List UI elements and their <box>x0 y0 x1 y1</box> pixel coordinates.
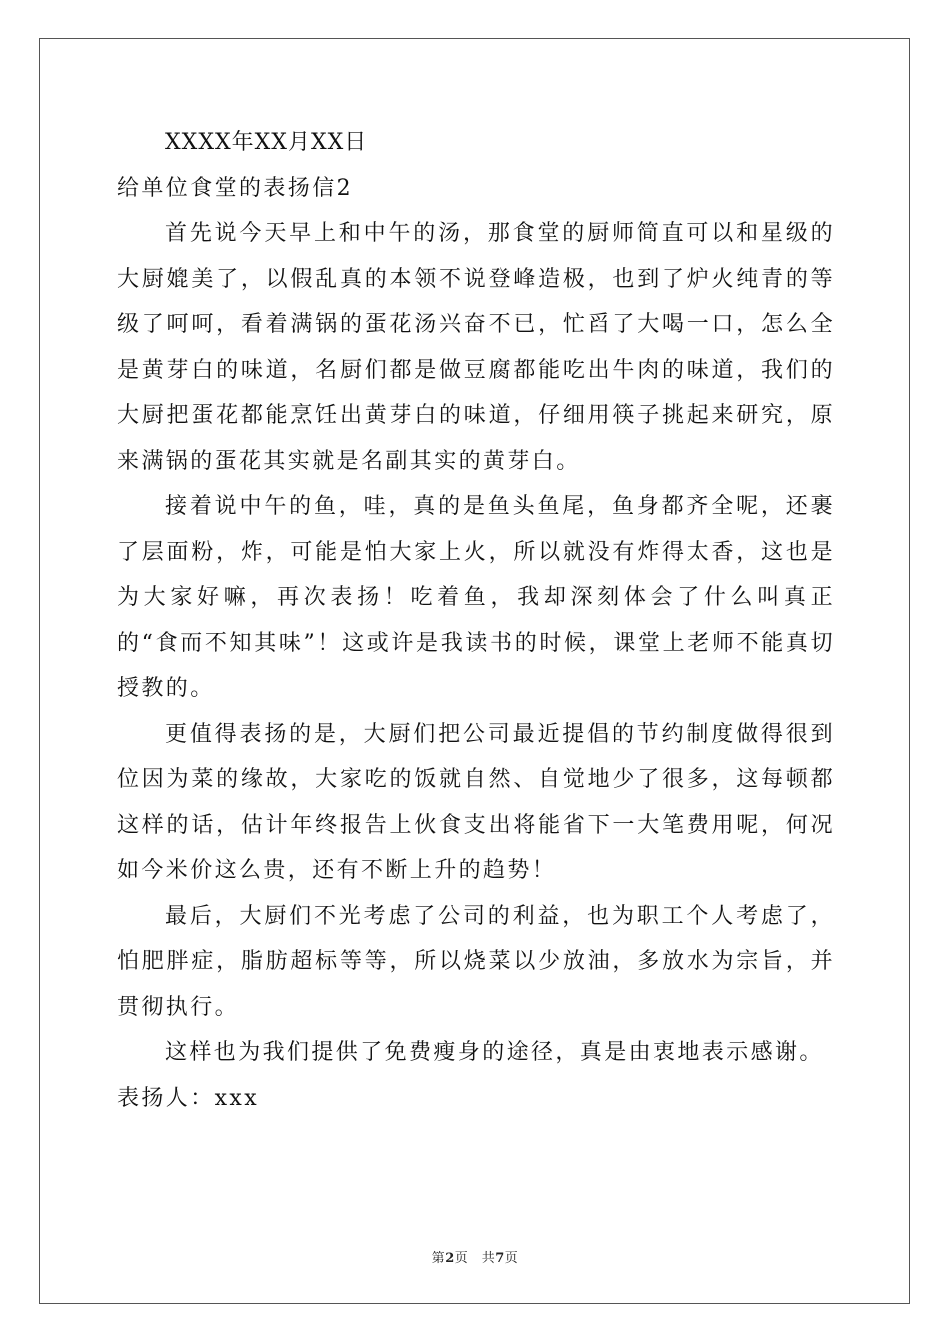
letter-date: XXXX年XX月XX日 <box>165 130 368 155</box>
page-total: 7 <box>495 1251 505 1266</box>
paragraph-health: 最后，大厨们不光考虑了公司的利益，也为职工个人考虑了，怕肥胖症，脂肪超标等等，所以烧菜以少放油，多放水为宗旨，并贯彻执行。 <box>117 903 835 1020</box>
paragraph-fish: 接着说中午的鱼，哇，真的是鱼头鱼尾，鱼身都齐全呢，还裹了层面粉，炸，可能是怕大家上火，所以就没有炸得太香，这也是为大家好嘛，再次表扬！吃着鱼，我却深刻体会了什么叫真正的“食而不知其味”！这或许是我读书的时候，课堂上老师不能真切授教的。 <box>117 494 835 701</box>
page-prefix: 第 <box>431 1251 446 1266</box>
page-suffix: 页 <box>504 1251 519 1266</box>
letter-body <box>117 120 835 1121</box>
page-footer <box>0 1247 950 1266</box>
paragraph-thanks: 这样也为我们提供了免费瘦身的途径，真是由衷地表示感谢。 <box>165 1040 824 1065</box>
paragraph-saving: 更值得表扬的是，大厨们把公司最近提倡的节约制度做得很到位因为菜的缘故，大家吃的饭就自然、自觉地少了很多，这每顿都这样的话，估计年终报告上伙食支出将能省下一大笔费用呢，何况如今米价这么贵，还有不断上升的趋势！ <box>117 721 835 883</box>
letter-title: 给单位食堂的表扬信2 <box>117 175 353 201</box>
paragraph-soup: 首先说今天早上和中午的汤，那食堂的厨师简直可以和星级的大厨媲美了，以假乱真的本领不说登峰造极，也到了炉火纯青的等级了呵呵，看着满锅的蛋花汤兴奋不已，忙舀了大喝一口，怎么全是黄芽白的味道，名厨们都是做豆腐都能吃出牛肉的味道，我们的大厨把蛋花都能烹饪出黄芽白的味道，仔细用筷子挑起来研究，原来满锅的蛋花其实就是名副其实的黄芽白。 <box>117 221 835 474</box>
page-current: 2 <box>445 1251 455 1266</box>
signature: 表扬人：xxx <box>117 1085 260 1111</box>
page-mid: 页 共 <box>454 1251 496 1266</box>
